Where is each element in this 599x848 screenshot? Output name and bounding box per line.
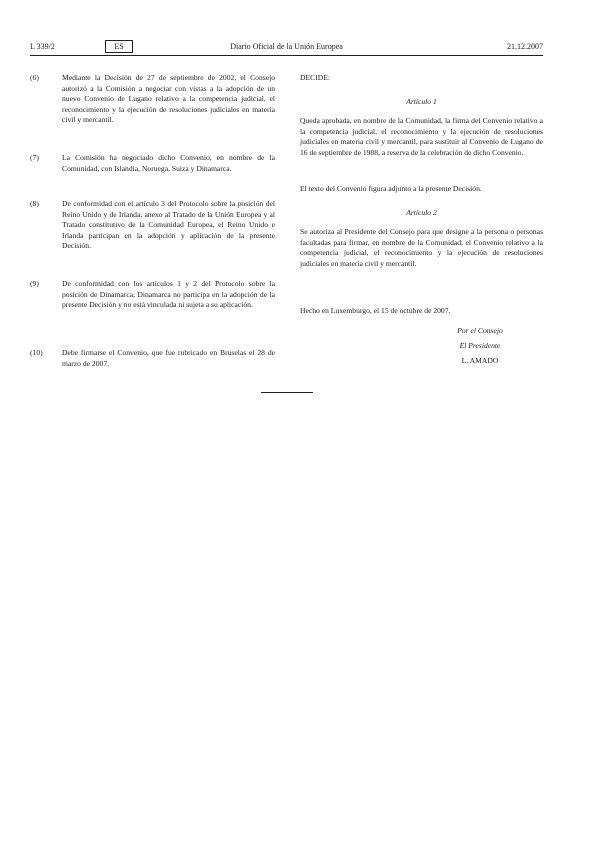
recital-text: Mediante la Decisión de 27 de septiembre de 2002, el Consejo autorizó a la Comisión a negociar con vistas a la adopción de un nuevo Convenio de Lugano relativo a la competencia judicial, el reconocimiento y la ejecución de resoluciones judiciales en materia civil y mercantil. [62, 73, 275, 125]
recital-8 [30, 199, 275, 252]
recital-text: Debe firmarse el Convenio, que fue rubricado en Bruselas el 28 de marzo de 2007. [62, 348, 275, 368]
header-divider [30, 55, 543, 56]
recital-number: (6) [30, 73, 39, 82]
page-reference: L 339/2 [30, 42, 55, 51]
publication-date: 21.12.2007 [507, 42, 543, 51]
done-at-line: Hecho en Luxemburgo, el 15 de octubre de 2007. [300, 306, 451, 315]
article-1-paragraph-1: Queda aprobada, en nombre de la Comunidad, la firma del Convenio relativo a la competencia judicial, el reconocimiento y la ejecución de resoluciones judiciales en materia civil y mercantil, para sustituir al Convenio de Lugano de 16 de septiembre de 1988, a reserva de la celebración de dicho Convenio. [300, 116, 543, 157]
end-divider [261, 392, 313, 393]
recital-text: De conformidad con el artículo 3 del Protocolo sobre la posición del Reino Unido y de Irlanda, anexo al Tratado de la Unión Europea y al Tratado constitutivo de la Comunidad Europea, el Reino Unido e Irlanda participan en la adopción y aplicación de la presente Decisión. [62, 199, 275, 251]
recital-number: (8) [30, 199, 39, 208]
signature-name: L. AMADO [461, 356, 499, 365]
recital-9 [30, 279, 275, 311]
page-header [30, 40, 543, 54]
recital-7 [30, 153, 275, 174]
decide-heading: DECIDE: [300, 73, 330, 82]
journal-title: Diario Oficial de la Unión Europea [230, 42, 343, 51]
recital-number: (7) [30, 153, 39, 162]
recital-number: (10) [30, 348, 43, 357]
recital-number: (9) [30, 279, 39, 288]
recital-text: De conformidad con los artículos 1 y 2 del Protocolo sobre la posición de Dinamarca, Dinamarca no participa en la adopción de la presente Decisión y no está vinculada ni sujeta a su aplicación. [62, 279, 275, 310]
signature-for: Por el Consejo [457, 326, 503, 335]
article-2-title: Artículo 2 [406, 208, 437, 217]
language-badge: ES [105, 40, 133, 53]
article-2-paragraph-1: Se autoriza al Presidente del Consejo para que designe a la persona o personas facultadas para firmar, en nombre de la Comunidad, el Convenio relativo a la competencia judicial, el reconocimiento y la ejecución de resoluciones judiciales en materia civil y mercantil. [300, 227, 543, 268]
article-1-title: Artículo 1 [406, 97, 437, 106]
recital-6 [30, 73, 275, 126]
article-1-paragraph-2: El texto del Convenio figura adjunto a la presente Decisión. [300, 184, 482, 193]
recital-10 [30, 348, 275, 369]
recital-text: La Comisión ha negociado dicho Convenio, en nombre de la Comunidad, con Islandia, Noruega, Suiza y Dinamarca. [62, 153, 275, 173]
signature-role: El Presidente [459, 341, 501, 350]
